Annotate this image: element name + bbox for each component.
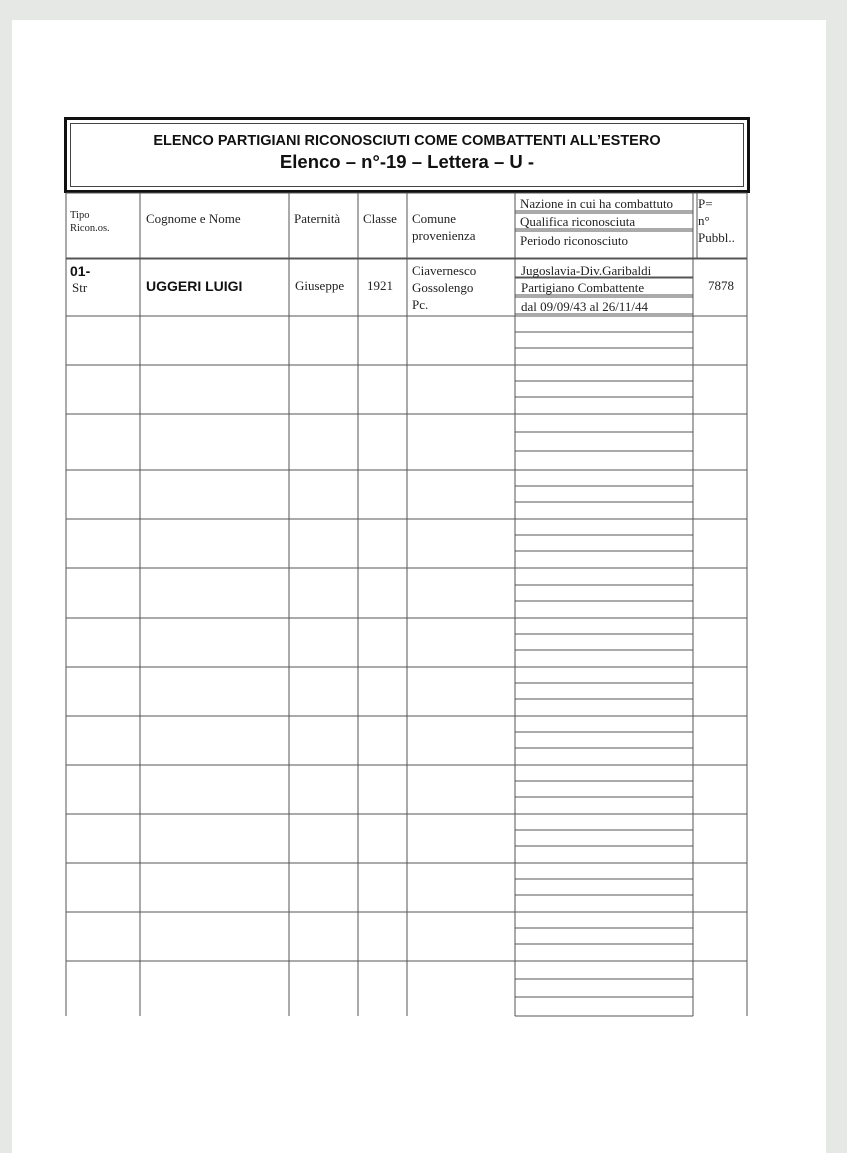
header-pubbl-line3: Pubbl.. xyxy=(698,230,735,245)
header-nazione: Nazione in cui ha combattuto xyxy=(520,196,674,211)
row1-comune-line2: Gossolengo xyxy=(412,280,474,295)
header-pubbl-line1: P= xyxy=(698,196,713,211)
row1-pubbl: 7878 xyxy=(708,278,734,293)
header-classe: Classe xyxy=(363,211,397,226)
header-qualifica: Qualifica riconosciuta xyxy=(520,214,636,229)
row1-periodo: dal 09/09/43 al 26/11/44 xyxy=(521,299,648,314)
header-comune-line1: Comune xyxy=(412,211,457,226)
row1-comune-line1: Ciavernesco xyxy=(412,263,477,278)
header-comune-line2: provenienza xyxy=(412,228,476,243)
row1-classe: 1921 xyxy=(367,278,393,293)
row1-qualifica: Partigiano Combattente xyxy=(521,280,645,295)
header-periodo: Periodo riconosciuto xyxy=(520,233,628,248)
row1-comune xyxy=(412,262,476,313)
row1-paternita: Giuseppe xyxy=(295,278,345,293)
header-cognome-nome: Cognome e Nome xyxy=(146,211,241,226)
header-tipo-line1: Tipo xyxy=(70,210,90,221)
row1-nazione: Jugoslavia-Div.Garibaldi xyxy=(521,263,652,278)
header-pubbl-line2: n° xyxy=(698,213,710,228)
row1-tipo-num: 01- xyxy=(70,263,91,279)
row1-tipo-code: Str xyxy=(72,280,88,295)
row1-nome: UGGERI LUIGI xyxy=(146,278,243,294)
header-paternita: Paternità xyxy=(294,211,341,226)
document-subtitle: Elenco – n°-19 – Lettera – U - xyxy=(279,151,535,172)
header-tipo-line2: Ricon.os. xyxy=(70,223,110,234)
header-comune xyxy=(412,210,476,244)
document-title: ELENCO PARTIGIANI RICONOSCIUTI COME COMBATTENTI ALL’ESTERO xyxy=(153,133,661,149)
header-tipo xyxy=(70,209,110,235)
row1-comune-line3: Pc. xyxy=(412,297,429,312)
header-pubbl xyxy=(698,195,735,246)
